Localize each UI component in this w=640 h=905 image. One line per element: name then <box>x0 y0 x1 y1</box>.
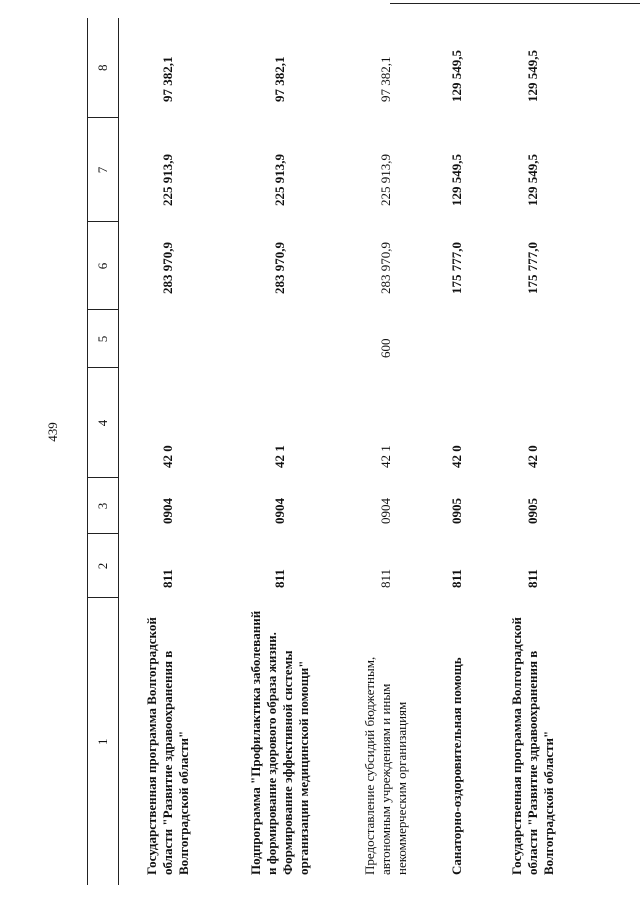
cell-amount-8: 129 549,5 <box>449 50 464 102</box>
cell-amount-7: 129 549,5 <box>525 154 540 206</box>
cell-vr <box>429 310 485 368</box>
cell-csr: 42 0 <box>160 445 175 468</box>
cell-rzpr: 0904 <box>272 498 287 524</box>
table-row <box>343 18 429 885</box>
cell-amount-8: 129 549,5 <box>525 50 540 102</box>
budget-table <box>87 18 581 885</box>
row-name: Подпрограмма "Профилактика заболеваний и формирование здорового образа жизни. Формирование эффективной системы организации медицинской помощи" <box>248 610 311 875</box>
top-rule <box>390 3 640 4</box>
header-col-1: 1 <box>88 598 119 885</box>
header-col-7: 7 <box>88 118 119 222</box>
cell-vr <box>119 310 218 368</box>
row-name: Государственная программа Волгоградской области "Развитие здравоохранения в Волгоградской области" <box>144 617 191 875</box>
cell-amount-6: 175 777,0 <box>449 242 464 294</box>
header-col-4: 4 <box>88 368 119 478</box>
table-row <box>217 18 343 885</box>
cell-ved: 811 <box>449 569 464 588</box>
row-name: Санаторно-оздоровительная помощь <box>449 657 464 875</box>
header-col-5: 5 <box>88 310 119 368</box>
cell-amount-8: 97 382,1 <box>272 56 287 102</box>
cell-amount-7: 225 913,9 <box>378 154 393 206</box>
table-row <box>119 18 218 885</box>
cell-amount-6: 283 970,9 <box>272 242 287 294</box>
cell-amount-7: 225 913,9 <box>160 154 175 206</box>
cell-amount-8: 97 382,1 <box>160 56 175 102</box>
cell-amount-6: 283 970,9 <box>160 242 175 294</box>
cell-amount-6: 175 777,0 <box>525 242 540 294</box>
table-row <box>485 18 581 885</box>
cell-rzpr: 0905 <box>449 498 464 524</box>
header-col-6: 6 <box>88 222 119 310</box>
cell-rzpr: 0904 <box>160 498 175 524</box>
cell-rzpr: 0904 <box>378 498 393 524</box>
table-row <box>429 18 485 885</box>
cell-ved: 811 <box>272 569 287 588</box>
cell-amount-8: 97 382,1 <box>378 56 393 102</box>
cell-csr: 42 1 <box>272 445 287 468</box>
cell-amount-7: 225 913,9 <box>272 154 287 206</box>
cell-csr: 42 0 <box>525 445 540 468</box>
cell-vr <box>217 310 343 368</box>
header-row <box>88 18 119 885</box>
cell-csr: 42 1 <box>378 445 393 468</box>
cell-amount-6: 283 970,9 <box>378 242 393 294</box>
cell-vr: 600 <box>378 338 393 358</box>
cell-amount-7: 129 549,5 <box>449 154 464 206</box>
row-name: Государственная программа Волгоградской области "Развитие здравоохранения в Волгоградской области" <box>509 617 556 875</box>
cell-rzpr: 0905 <box>525 498 540 524</box>
cell-ved: 811 <box>378 568 393 588</box>
cell-ved: 811 <box>525 569 540 588</box>
header-col-2: 2 <box>88 534 119 598</box>
header-col-8: 8 <box>88 18 119 118</box>
row-name: Предоставление субсидий бюджетным, автономным учреждениям и иным некоммерческим организациям <box>362 656 409 875</box>
page-number: 439 <box>45 422 60 442</box>
rotated-table-container <box>87 18 619 885</box>
cell-ved: 811 <box>160 569 175 588</box>
cell-vr <box>485 310 581 368</box>
cell-csr: 42 0 <box>449 445 464 468</box>
header-col-3: 3 <box>88 478 119 534</box>
